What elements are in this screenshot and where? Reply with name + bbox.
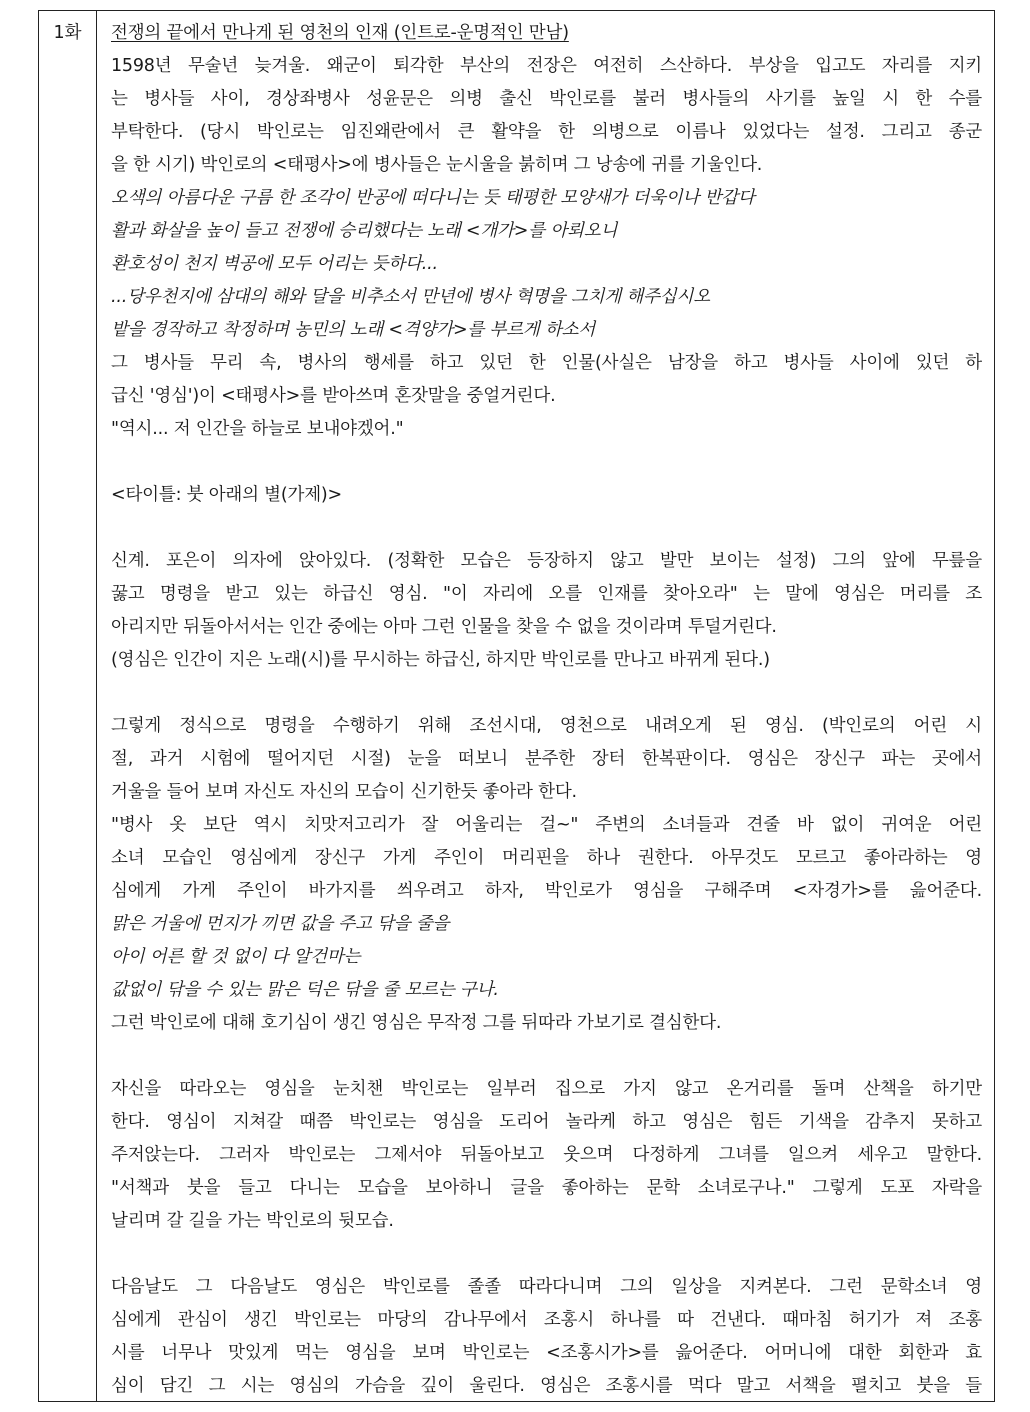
scene-heading: 전쟁의 끝에서 만나게 된 영천의 인재 (인트로-운명적인 만남) — [111, 23, 569, 43]
script-line: 소녀 모습인 영심에게 장신구 가게 주인이 머리핀을 하나 권한다. 아무것도 모르고 좋아라하는 영 — [111, 848, 982, 868]
script-line: 을 한 시기) 박인로의 <태평사>에 병사들은 눈시울을 붉히며 그 낭송에 귀를 기울인다. — [111, 155, 763, 175]
script-line: 신계. 포은이 의자에 앉아있다. (정확한 모습은 등장하지 않고 발만 보이는 설정) 그의 앞에 무릎을 — [111, 551, 982, 571]
script-line: 주저앉는다. 그러자 박인로는 그제서야 뒤돌아보고 웃으며 다정하게 그녀를 일으켜 세우고 말한다. — [111, 1145, 982, 1165]
script-line: 한다. 영심이 지쳐갈 때쯤 박인로는 영심을 도리어 놀라케 하고 영심은 힘든 기색을 감추지 못하고 — [111, 1112, 982, 1132]
script-line: 그런 박인로에 대해 호기심이 생긴 영심은 무작정 그를 뒤따라 가보기로 결심한다. — [111, 1013, 722, 1033]
script-line: 자신을 따라오는 영심을 눈치챈 박인로는 일부러 집으로 가지 않고 온거리를 돌며 산책을 하기만 — [111, 1079, 982, 1099]
blank-line — [111, 677, 982, 710]
script-line: 절, 과거 시험에 떨어지던 시절) 눈을 떠보니 분주한 장터 한복판이다. 영심은 장신구 파는 곳에서 — [111, 749, 982, 769]
script-line: "병사 옷 보단 역시 치맛저고리가 잘 어울리는 걸~" 주변의 소녀들과 견줄 바 없이 귀여운 어린 — [111, 815, 982, 835]
script-line: 는 병사들 사이, 경상좌병사 성윤문은 의병 출신 박인로를 불러 병사들의 사기를 높일 시 한 수를 — [111, 89, 982, 109]
script-line: <타이틀: 붓 아래의 별(가제)> — [111, 485, 343, 505]
script-line: 시를 너무나 맛있게 먹는 영심을 보며 박인로는 <조홍시가>를 읊어준다. 어머니에 대한 회한과 효 — [111, 1343, 982, 1363]
blank-line — [111, 446, 982, 479]
poem-line: 값없이 닦을 수 있는 맑은 덕은 닦을 줄 모르는 구나. — [111, 980, 499, 1000]
script-line: 그렇게 정식으로 명령을 수행하기 위해 조선시대, 영천으로 내려오게 된 영심. (박인로의 어린 시 — [111, 716, 982, 736]
script-line: 거울을 들어 보며 자신도 자신의 모습이 신기한듯 좋아라 한다. — [111, 782, 577, 802]
script-table — [38, 10, 995, 1402]
blank-line — [111, 512, 982, 545]
script-line: 급신 '영심')이 <태평사>를 받아쓰며 혼잣말을 중얼거린다. — [111, 386, 556, 406]
script-line: 아리지만 뒤돌아서서는 인간 중에는 아마 그런 인물을 찾을 수 없을 것이라며 투덜거린다. — [111, 617, 777, 637]
script-line: 그 병사들 무리 속, 병사의 행세를 하고 있던 한 인물(사실은 남장을 하고 병사들 사이에 있던 하 — [111, 353, 982, 373]
blank-line — [111, 1238, 982, 1271]
script-line: 심이 담긴 그 시는 영심의 가슴을 깊이 울린다. 영심은 조홍시를 먹다 말고 서책을 펼치고 붓을 들 — [111, 1376, 982, 1396]
poem-line: 아이 어른 할 것 없이 다 알건마는 — [111, 947, 361, 967]
poem-line: 맑은 거울에 먼지가 끼면 값을 주고 닦을 줄을 — [111, 914, 450, 934]
script-line: 심에게 관심이 생긴 박인로는 마당의 감나무에서 조홍시 하나를 따 건낸다. 때마침 허기가 져 조홍 — [111, 1310, 982, 1330]
script-line: 꿇고 명령을 받고 있는 하급신 영심. "이 자리에 오를 인재를 찾아오라" 는 말에 영심은 머리를 조 — [111, 584, 982, 604]
poem-line: 오색의 아름다운 구름 한 조각이 반공에 떠다니는 듯 태평한 모양새가 더욱이나 반갑다 — [111, 188, 755, 208]
poem-line: ...당우천지에 삼대의 해와 달을 비추소서 만년에 병사 혁명을 그치게 해주십시오 — [111, 287, 710, 307]
script-content — [97, 11, 994, 1401]
poem-line: 활과 화살을 높이 들고 전쟁에 승리했다는 노래 <개가>를 아뢰오니 — [111, 221, 618, 241]
script-line: 다음날도 그 다음날도 영심은 박인로를 졸졸 따라다니며 그의 일상을 지켜본다. 그런 문학소녀 영 — [111, 1277, 982, 1297]
script-line: 1598년 무술년 늦겨울. 왜군이 퇴각한 부산의 전장은 여전히 스산하다. 부상을 입고도 자리를 지키 — [111, 56, 982, 76]
blank-line — [111, 1040, 982, 1073]
poem-line: 밭을 경작하고 착정하며 농민의 노래 <격양가>를 부르게 하소서 — [111, 320, 596, 340]
poem-line: 환호성이 천지 벽공에 모두 어리는 듯하다... — [111, 254, 438, 274]
script-line: "역시... 저 인간을 하늘로 보내야겠어." — [111, 419, 404, 439]
script-line: 부탁한다. (당시 박인로는 임진왜란에서 큰 활약을 한 의병으로 이름나 있었다는 설정. 그리고 종군 — [111, 122, 982, 142]
script-line: 날리며 갈 길을 가는 박인로의 뒷모습. — [111, 1211, 394, 1231]
script-line: 심에게 가게 주인이 바가지를 씌우려고 하자, 박인로가 영심을 구해주며 <자경가>를 읊어준다. — [111, 881, 982, 901]
script-line: "서책과 붓을 들고 다니는 모습을 보아하니 글을 좋아하는 문학 소녀로구나." 그렇게 도포 자락을 — [111, 1178, 982, 1198]
script-line: (영심은 인간이 지은 노래(시)를 무시하는 하급신, 하지만 박인로를 만나고 바뀌게 된다.) — [111, 650, 770, 670]
episode-label: 1화 — [39, 11, 97, 1401]
